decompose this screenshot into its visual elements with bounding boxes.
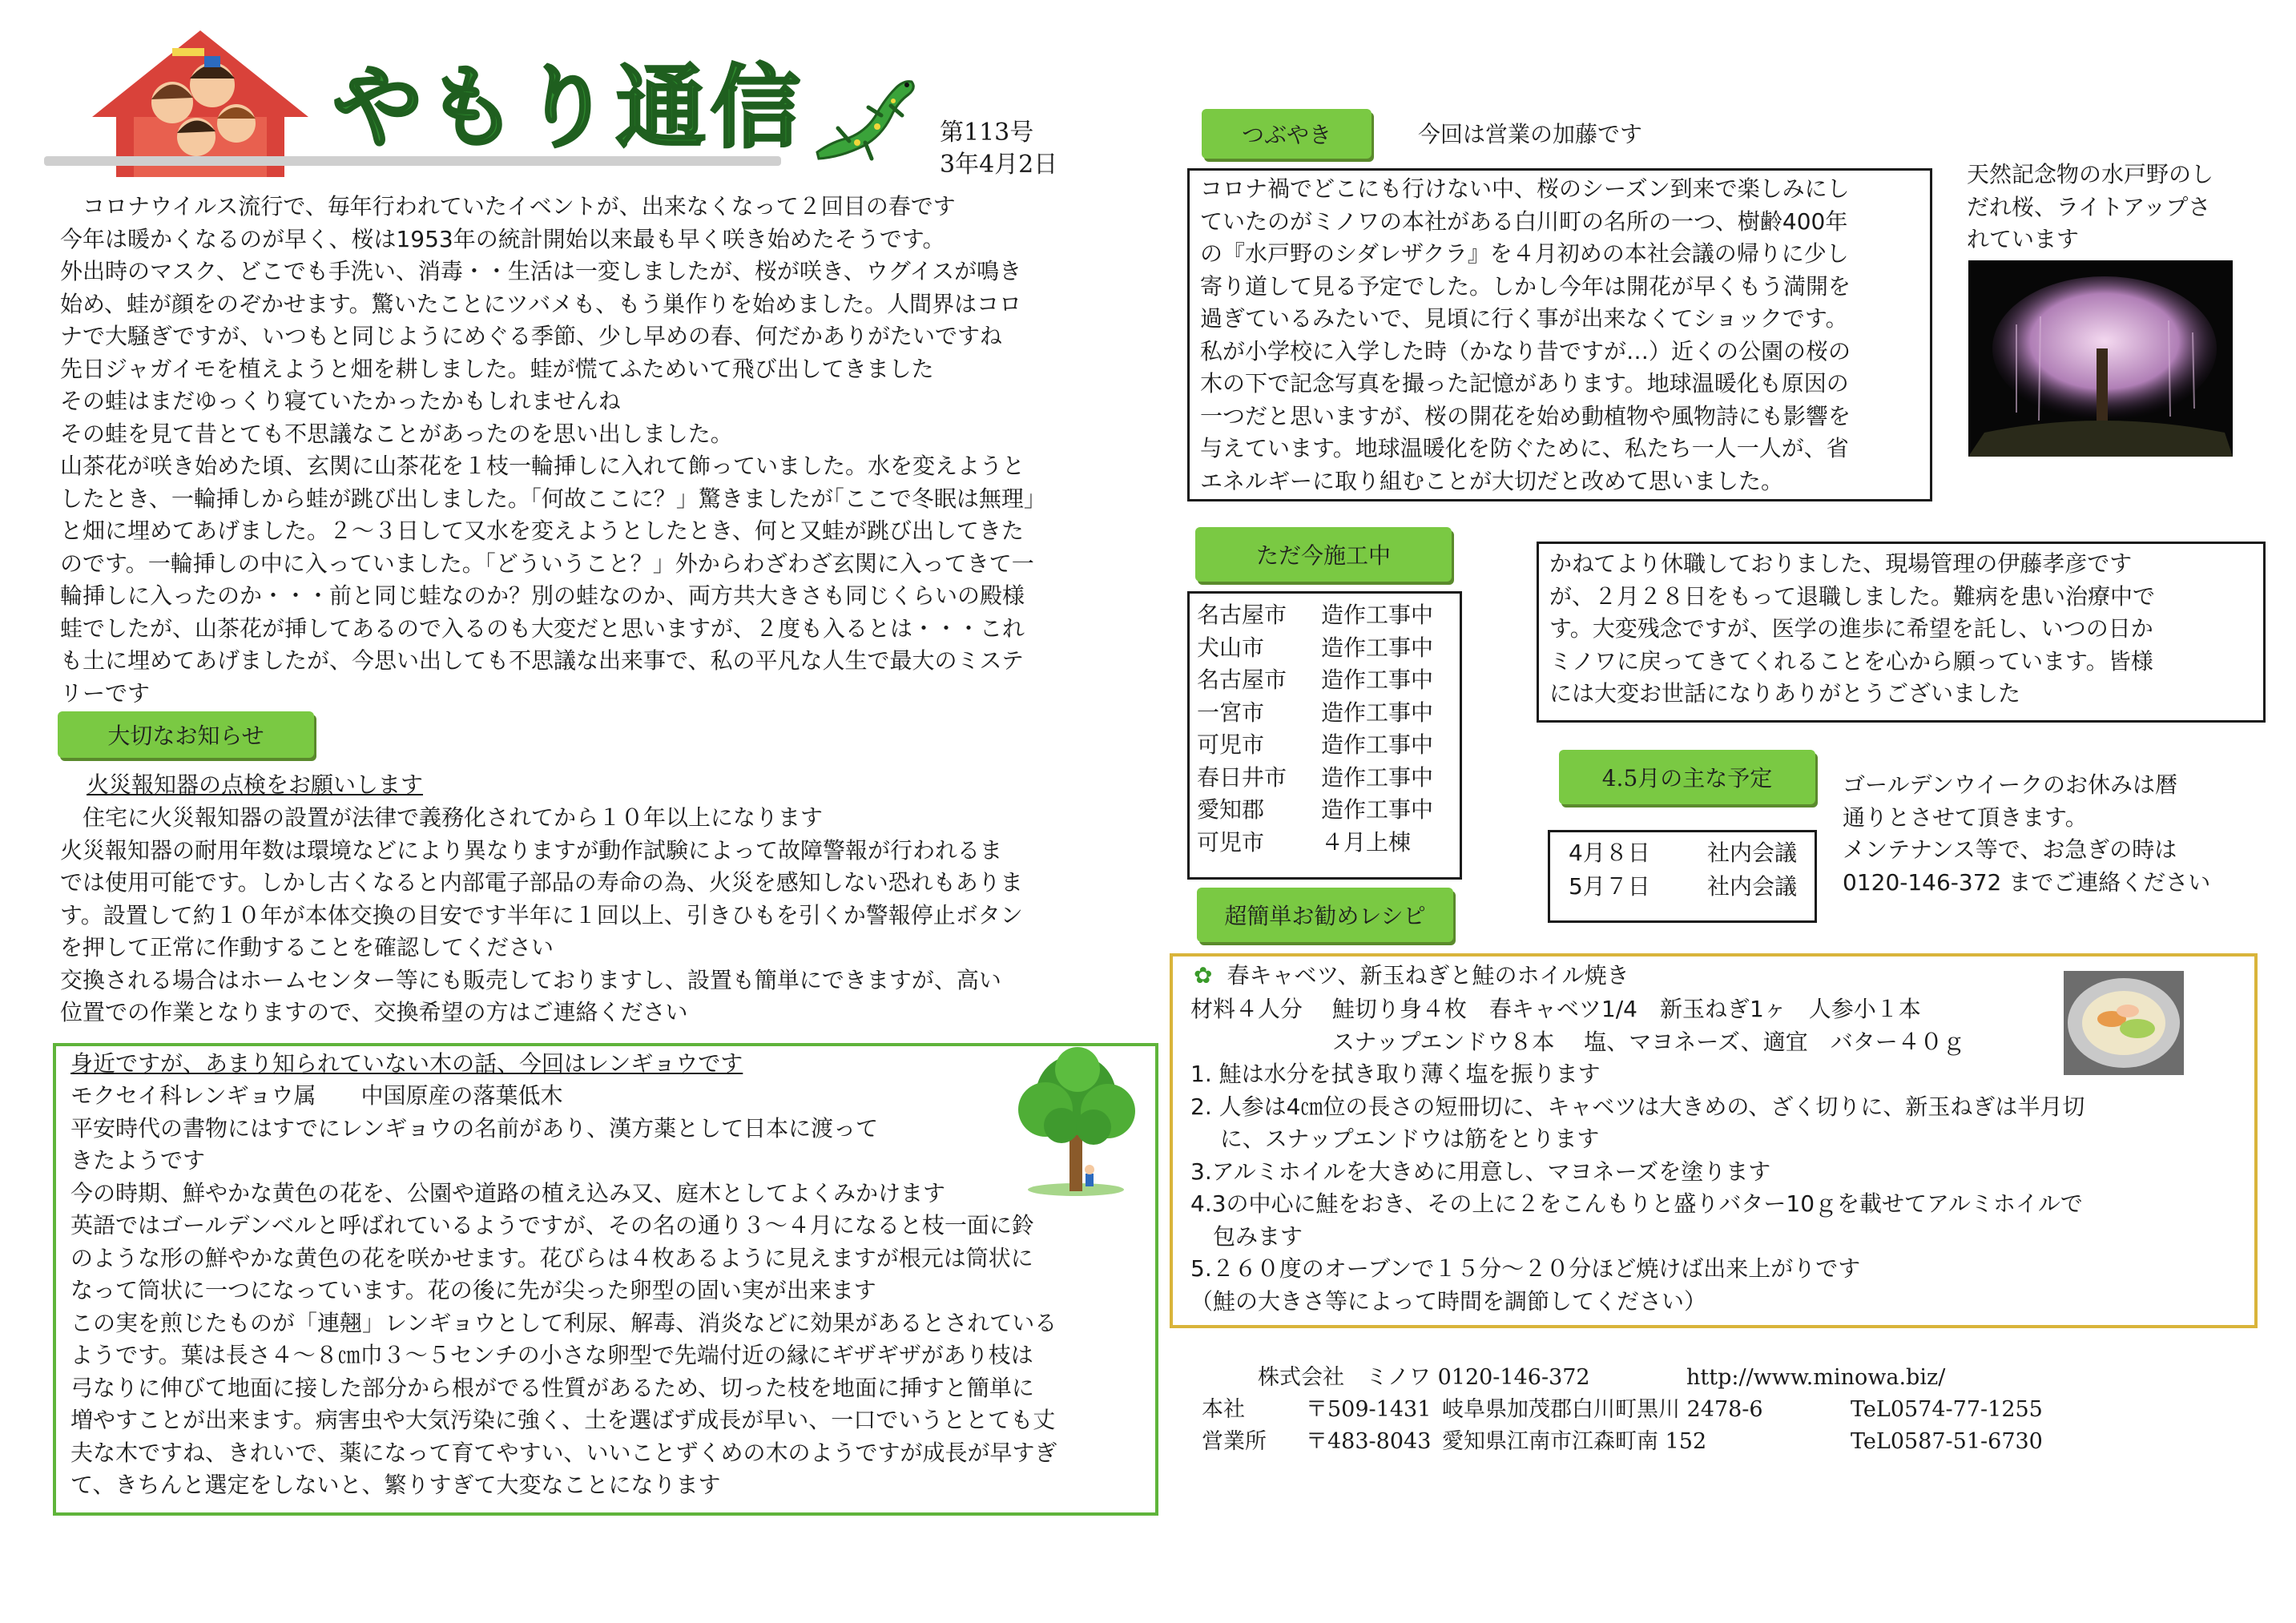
newsletter-title: やもり通信 [332,56,805,160]
notice-line: を押して正常に作動することを確認してください [60,934,554,961]
masthead [44,24,1166,184]
tree-article-line: 今の時期、鮮やかな黄色の花を、公園や道路の植え込み又、庭木としてよくみかけます [70,1179,946,1206]
retirement-body [1549,548,2262,711]
office-address: 愛知県江南市江森町南 152 [1442,1429,1707,1454]
recipe-line: 3.アルミホイルを大きめに用意し、マヨネーズを塗ります [1190,1158,1771,1185]
schedule-row [1559,836,1815,870]
tree-article-line: 夫な木ですね、きれいで、薬になって育てやすい、いいことずくめの木のようですが成長が早すぎ [70,1439,1057,1466]
construction-status: 造作工事中 [1321,796,1434,823]
recipe-line: 包みます [1190,1222,1303,1250]
tab-recipe [1197,888,1453,942]
intro-line: ナで大騒ぎですが、いつもと同じようにめぐる季節、少し早めの春、何だかありがたいですね [60,323,1003,349]
construction-status: 造作工事中 [1321,699,1434,726]
tree-article-line: 弓なりに伸びて地面に接した部分から根がでる性質があるため、切った枝を地面に挿すと簡単に [70,1374,1034,1401]
caption-line: だれ桜、ライトアップさ [1967,193,2211,220]
construction-city: 春日井市 [1197,763,1287,791]
tab-label: 4.5月の主な予定 [1601,765,1773,791]
tree-article-line: て、きちんと選定をしないと、繁りすぎて大変なことになります [70,1472,721,1498]
issue-date: 3年4月2日 [940,151,1058,179]
construction-status: 造作工事中 [1321,602,1434,628]
tsubuyaki-line: の『水戸野のシダレザクラ』を４月初めの本社会議の帰りに少し [1200,240,1849,267]
tree-illustration [1005,1045,1146,1198]
construction-list [1197,599,1453,859]
intro-line: 蛙でしたが、山茶花が挿してあるので入るのも大変だと思いますが、２度も入るとは・・・これ [60,614,1025,642]
office-label: 営業所 [1202,1429,1267,1454]
tab-construction [1195,527,1452,582]
photo-caption [1967,159,2271,256]
notice-line: 住宅に火災報知器の設置が法律で義務化されてから１０年以上になります [60,804,824,831]
construction-status: 造作工事中 [1321,731,1434,758]
caption-line: 天然記念物の水戸野のし [1967,161,2214,187]
schedule-row [1559,870,1815,904]
intro-line: 山茶花が咲き始めた頃、玄関に山茶花を１枝一輪挿しに入れて飾っていました。水を変えようと [60,453,1025,479]
holiday-note-line: 通りとさせて頂きます。 [1843,803,2088,831]
intro-line: 始め、蛙が顔をのぞかせます。驚いたことにツバメも、もう巣作りを始めました。人間界はコロ [60,290,1022,317]
tab-important-notice [58,711,314,758]
holiday-note-line: ゴールデンウイークのお休みは暦 [1843,771,2178,798]
intro-line: のです。一輪挿しの中に入っていました。｢どういうこと？」外からわざわざ玄関に入ってきて一 [60,550,1034,577]
tree-article-line: モクセイ科レンギョウ属 中国原産の落葉低木 [70,1082,563,1109]
tab-label: ただ今施工中 [1255,542,1391,569]
schedule-event: 社内会議 [1707,840,1798,866]
tsubuyaki-line: 木の下で記念写真を撮った記憶があります。地球温暖化も原因の [1200,370,1849,397]
intro-line: 今年は暖かくなるのが早く、桜は1953年の統計開始以来最も早く咲き始めたそうです。 [60,225,945,252]
notice-line: では使用可能です。しかし古くなると内部電子部品の寿命の為、火災を感知しない恐れもありま [60,869,1023,896]
tsubuyaki-line: エネルギーに取り組むことが大切だと改めて思いました。 [1200,467,1784,494]
footer-line-hq [1202,1394,2267,1426]
tree-article-line: のような形の鮮やかな黄色の花を咲かせます。花びらは４枚あるように見えますが根元は筒状に [70,1244,1033,1271]
retirement-line: には大変お世話になりありがとうございました [1549,680,2021,707]
intro-line: その蛙を見て昔とても不思議なことがあったのを思い出しました。 [60,420,733,447]
tsubuyaki-line: 寄り道して見る予定でした。しかし今年は開花が早くもう満開を [1200,272,1851,300]
flower-icon: ✿ [1194,962,1213,989]
tsubuyaki-byline: 今回は営業の加藤です [1418,121,1643,147]
schedule-event: 社内会議 [1707,873,1798,900]
tree-article-line: この実を煎じたものが「連翹」レンギョウとして利尿、解毒、消炎などに効果があるとされている [70,1309,1057,1336]
construction-city: 犬山市 [1197,634,1265,661]
tsubuyaki-line: 与えています。地球温暖化を防ぐために、私たち一人一人が、省 [1200,435,1849,461]
tree-article-line: きたようです [70,1147,206,1174]
construction-row [1197,632,1453,665]
construction-city: 名古屋市 [1197,602,1287,628]
recipe-line: 4.3の中心に鮭をおき、その上に２をこんもりと盛りバター10ｇを載せてアルミホイルで [1190,1190,2083,1217]
intro-line: その蛙はまだゆっくり寝ていたかったかもしれませんね [60,388,621,414]
issue-number: 第113号 [940,119,1034,147]
tree-article-line: 英語ではゴールデンベルと呼ばれているようですが、その名の通り３～４月になると枝一面に鈴 [70,1212,1034,1238]
construction-city: 一宮市 [1197,699,1265,726]
tree-article-heading: 身近ですが、あまり知られていない木の話、今回はレンギョウです [70,1050,743,1077]
tab-label: 超簡単お勧めレシピ [1224,903,1426,929]
notice-line: 位置での作業となりますので、交換希望の方はご連絡ください [60,999,688,1025]
notice-line: 火災報知器の耐用年数は環境などにより異なりますが動作試験によって故障警報が行われるま [60,836,1003,864]
intro-line: 外出時のマスク、どこでも手洗い、消毒・・生活は一変しましたが、桜が咲き、ウグイスが鳴き [60,258,1022,284]
recipe-line: 5.２６０度のオーブンで１５分～２０分ほど焼けば出来上がりです [1190,1255,1861,1282]
tab-label: つぶやき [1241,122,1331,148]
intro-line: 輪挿しに入ったのか・・・前と同じ蛙なのか？別の蛙なのか、両方共大きさも同じくらいの殿様 [60,582,1025,609]
construction-status: ４月上棟 [1321,828,1412,856]
schedule-date: 5月７日 [1569,873,1650,900]
foil-dish-photo [2064,971,2184,1075]
notice-body [60,802,1158,1029]
schedule-date: 4月８日 [1569,840,1650,866]
construction-row [1197,794,1453,827]
recipe-line: スナップエンドウ８本 塩、マヨネーズ、適宜 バター４０ｇ [1190,1028,1965,1055]
cherry-tree-photo [1968,260,2233,457]
notice-line: す。設置して約１０年が本体交換の目安です半年に１回以上、引きひもを引くか警報停止ボタン [60,901,1023,928]
tab-schedule [1559,750,1815,804]
gecko-icon [801,64,921,168]
footer [1202,1362,2267,1458]
intro-line: も土に埋めてあげましたが、今思い出しても不思議な出来事で、私の平凡な人生で最大のミステ [60,647,1024,674]
tree-article-line: なって筒状に一つになっています。花の後に先が尖った卵型の固い実が出来ます [70,1277,876,1303]
recipe-line: 材料４人分 鮭切り身４枚 春キャベツ1/4 新玉ねぎ1ヶ 人参小１本 [1190,996,1921,1022]
intro-article [60,191,1150,710]
construction-row [1197,697,1453,730]
holiday-note [1843,769,2259,899]
construction-city: 可児市 [1197,731,1265,758]
hq-address: 岐阜県加茂郡白川町黒川 2478-6 [1442,1397,1763,1422]
notice-line: 交換される場合はホームセンター等にも販売しておりますし、設置も簡単にできますが、高い [60,966,1001,993]
construction-row [1197,664,1453,697]
footer-line-office [1202,1426,2267,1458]
recipe-line: に、スナップエンドウは筋をとります [1190,1126,1600,1152]
retirement-line: す。大変残念ですが、医学の進歩に希望を託し、いつの日か [1549,615,2153,642]
recipe-line: 1. 鮭は水分を拭き取り薄く塩を振ります [1190,1061,1601,1087]
construction-city: 可児市 [1197,828,1265,856]
tab-tsubuyaki [1202,109,1372,159]
tsubuyaki-line: 一つだと思いますが、桜の開花を始め動植物や風物詩にも影響を [1200,402,1851,429]
schedule-list [1559,836,1815,904]
retirement-line: かねてより休職しておりました、現場管理の伊藤孝彦です [1549,550,2133,577]
intro-line: 先日ジャガイモを植えようと畑を耕しました。蛙が慌てふためいて飛び出してきました [60,355,934,382]
tree-article-body [70,1080,1152,1502]
tree-article-line: 増やすことが出来ます。病害虫や大気汚染に強く、土を選ばず成長が早い、一口でいうととても丈 [70,1407,1056,1433]
tree-article-line: 平安時代の書物にはすでにレンギョウの名前があり、漢方薬として日本に渡って [70,1114,879,1142]
office-zip: 〒483-8043 [1306,1429,1432,1454]
tree-article-line: ようです。葉は長さ４～８㎝巾３～５センチの小さな卵型で先端付近の縁にギザギザがあり枝は [70,1342,1033,1368]
notice-heading: 火災報知器の点検をお願いします [87,771,424,798]
retirement-line: が、２月２８日をもって退職しました。難病を患い治療中で [1549,582,2156,610]
hq-label: 本社 [1202,1397,1245,1422]
retirement-line: ミノワに戻ってきてくれることを心から願っています。皆様 [1549,647,2153,675]
hq-zip: 〒509-1431 [1306,1397,1432,1422]
recipe-title-row [1194,960,1629,992]
caption-line: れています [1967,226,2080,252]
intro-line: リーです [60,679,151,707]
tsubuyaki-line: 過ぎているみたいで、見頃に行く事が出来なくてショックです。 [1200,305,1848,332]
intro-line: コロナウイルス流行で、毎年行われていたイベントが、出来なくなって２回目の春です [60,193,956,219]
construction-status: 造作工事中 [1321,763,1434,791]
footer-line-1 [1202,1362,2267,1394]
construction-city: 愛知郡 [1197,796,1265,823]
office-tel: TeL0587-51-6730 [1851,1429,2043,1454]
recipe-line: （鮭の大きさ等によって時間を調節してください） [1190,1287,1707,1315]
construction-status: 造作工事中 [1321,634,1434,661]
tsubuyaki-body [1200,173,1929,497]
construction-city: 名古屋市 [1197,667,1287,693]
hq-tel: TeL0574-77-1255 [1851,1397,2043,1422]
website-link[interactable]: http://www.minowa.biz/ [1686,1365,1946,1390]
tsubuyaki-line: ていたのがミノワの本社がある白川町の名所の一つ、樹齢400年 [1200,207,1848,235]
intro-line: と畑に埋めてあげました。２～３日して又水を変えようとしたとき、何と又蛙が跳び出してきた [60,518,1024,544]
construction-row [1197,599,1453,632]
company-name-phone: 株式会社 ミノワ 0120-146-372 [1258,1365,1590,1390]
construction-row [1197,729,1453,762]
recipe-title: 春キャベツ、新玉ねぎと鮭のホイル焼き [1227,962,1629,989]
tsubuyaki-line: 私が小学校に入学した時（かなり昔ですが…）近くの公園の桜の [1200,337,1851,364]
construction-row [1197,762,1453,795]
holiday-note-line: 0120-146-372 までご連絡ください [1843,868,2211,896]
tsubuyaki-line: コロナ禍でどこにも行けない中、桜のシーズン到来で楽しみにし [1200,175,1850,202]
recipe-line: 2. 人参は4㎝位の長さの短冊切に、キャベツは大きめの、ざく切りに、新玉ねぎは半月切 [1190,1093,2085,1120]
construction-row [1197,827,1453,860]
construction-status: 造作工事中 [1321,667,1434,693]
intro-line: したとき、一輪挿しから蛙が跳び出しました。｢何故ここに？」驚きましたが｢ここで冬眠は無理」 [60,485,1046,512]
tab-label: 大切なお知らせ [107,723,264,749]
holiday-note-line: メンテナンス等で、お急ぎの時は [1843,836,2177,863]
